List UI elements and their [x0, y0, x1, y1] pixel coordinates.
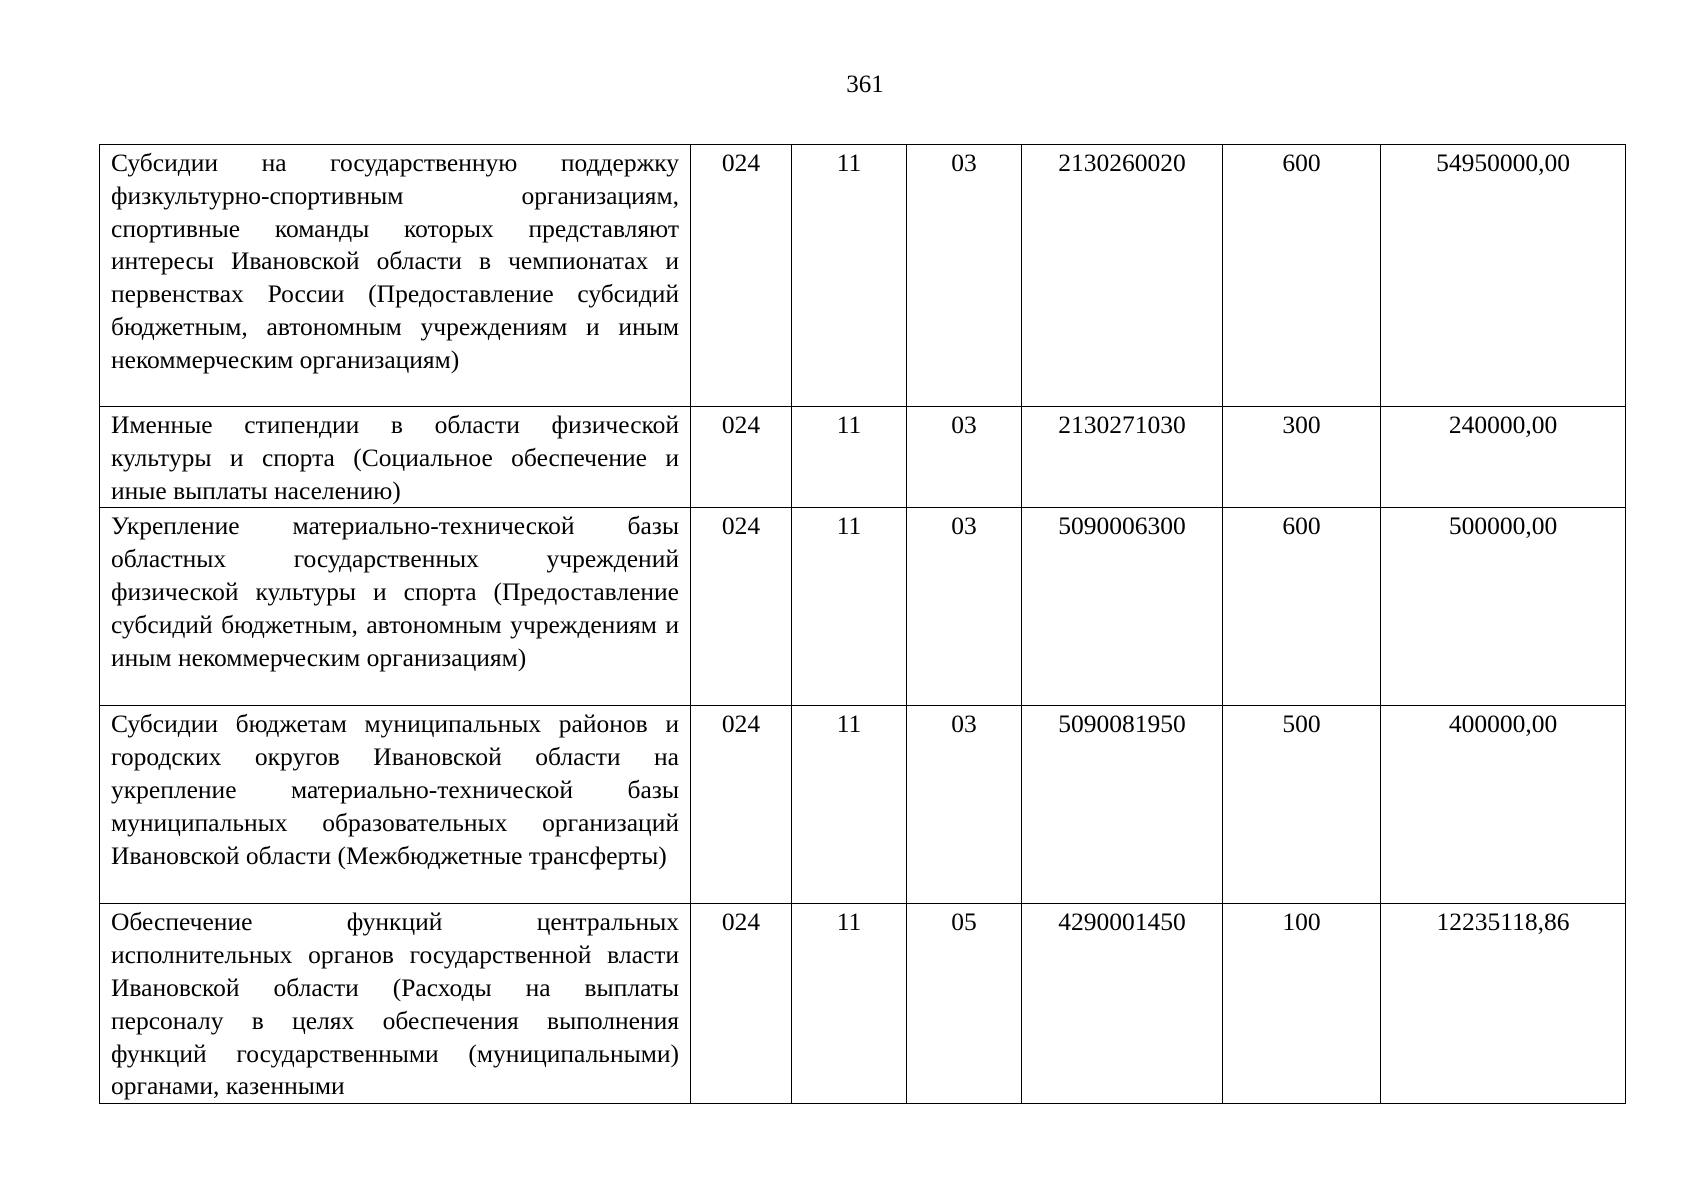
row-ministry-code: 024 — [691, 706, 792, 904]
row-target-article: 4290001450 — [1022, 904, 1223, 1104]
row-section-code: 11 — [792, 706, 907, 904]
row-section-code: 11 — [792, 904, 907, 1104]
row-ministry-code: 024 — [691, 904, 792, 1104]
row-description: Субсидии бюджетам муниципальных районов и городских округов Ивановской области на укрепление материально-технической базы муниципальных образовательных организаций Ивановской области (Межбюджетные трансферты) — [100, 706, 691, 904]
page-number: 361 — [846, 71, 884, 98]
budget-table-body — [100, 145, 1626, 1104]
row-description: Именные стипендии в области физической культуры и спорта (Социальное обеспечение и иные выплаты населению) — [100, 407, 691, 508]
row-subsection-code: 03 — [907, 145, 1022, 407]
row-target-article: 5090081950 — [1022, 706, 1223, 904]
row-amount: 400000,00 — [1381, 706, 1626, 904]
row-amount: 500000,00 — [1381, 508, 1626, 706]
row-expense-type: 500 — [1223, 706, 1381, 904]
table-row — [100, 407, 1626, 508]
table-row — [100, 508, 1626, 706]
row-ministry-code: 024 — [691, 407, 792, 508]
row-amount: 240000,00 — [1381, 407, 1626, 508]
row-expense-type: 100 — [1223, 904, 1381, 1104]
row-description: Субсидии на государственную поддержку физкультурно-спортивным организациям, спортивные команды которых представляют интересы Ивановской области в чемпионатах и первенствах России (Предоставление субсидий бюджетным, автономным учреждениям и иным некоммерческим организациям) — [100, 145, 691, 407]
row-ministry-code: 024 — [691, 508, 792, 706]
row-subsection-code: 03 — [907, 508, 1022, 706]
row-section-code: 11 — [792, 407, 907, 508]
row-target-article: 2130271030 — [1022, 407, 1223, 508]
row-description: Обеспечение функций центральных исполнительных органов государственной власти Ивановской области (Расходы на выплаты персоналу в целях обеспечения выполнения функций государственными (муниципальными) органами, казенными — [100, 904, 691, 1104]
row-section-code: 11 — [792, 508, 907, 706]
budget-table — [99, 144, 1626, 1104]
row-amount: 54950000,00 — [1381, 145, 1626, 407]
row-target-article: 2130260020 — [1022, 145, 1223, 407]
row-subsection-code: 03 — [907, 407, 1022, 508]
table-row — [100, 145, 1626, 407]
row-expense-type: 600 — [1223, 145, 1381, 407]
row-amount: 12235118,86 — [1381, 904, 1626, 1104]
row-target-article: 5090006300 — [1022, 508, 1223, 706]
row-expense-type: 300 — [1223, 407, 1381, 508]
table-row — [100, 706, 1626, 904]
row-section-code: 11 — [792, 145, 907, 407]
row-description: Укрепление материально-технической базы областных государственных учреждений физической культуры и спорта (Предоставление субсидий бюджетным, автономным учреждениям и иным некоммерческим организациям) — [100, 508, 691, 706]
row-subsection-code: 05 — [907, 904, 1022, 1104]
row-ministry-code: 024 — [691, 145, 792, 407]
table-row — [100, 904, 1626, 1104]
row-subsection-code: 03 — [907, 706, 1022, 904]
row-expense-type: 600 — [1223, 508, 1381, 706]
